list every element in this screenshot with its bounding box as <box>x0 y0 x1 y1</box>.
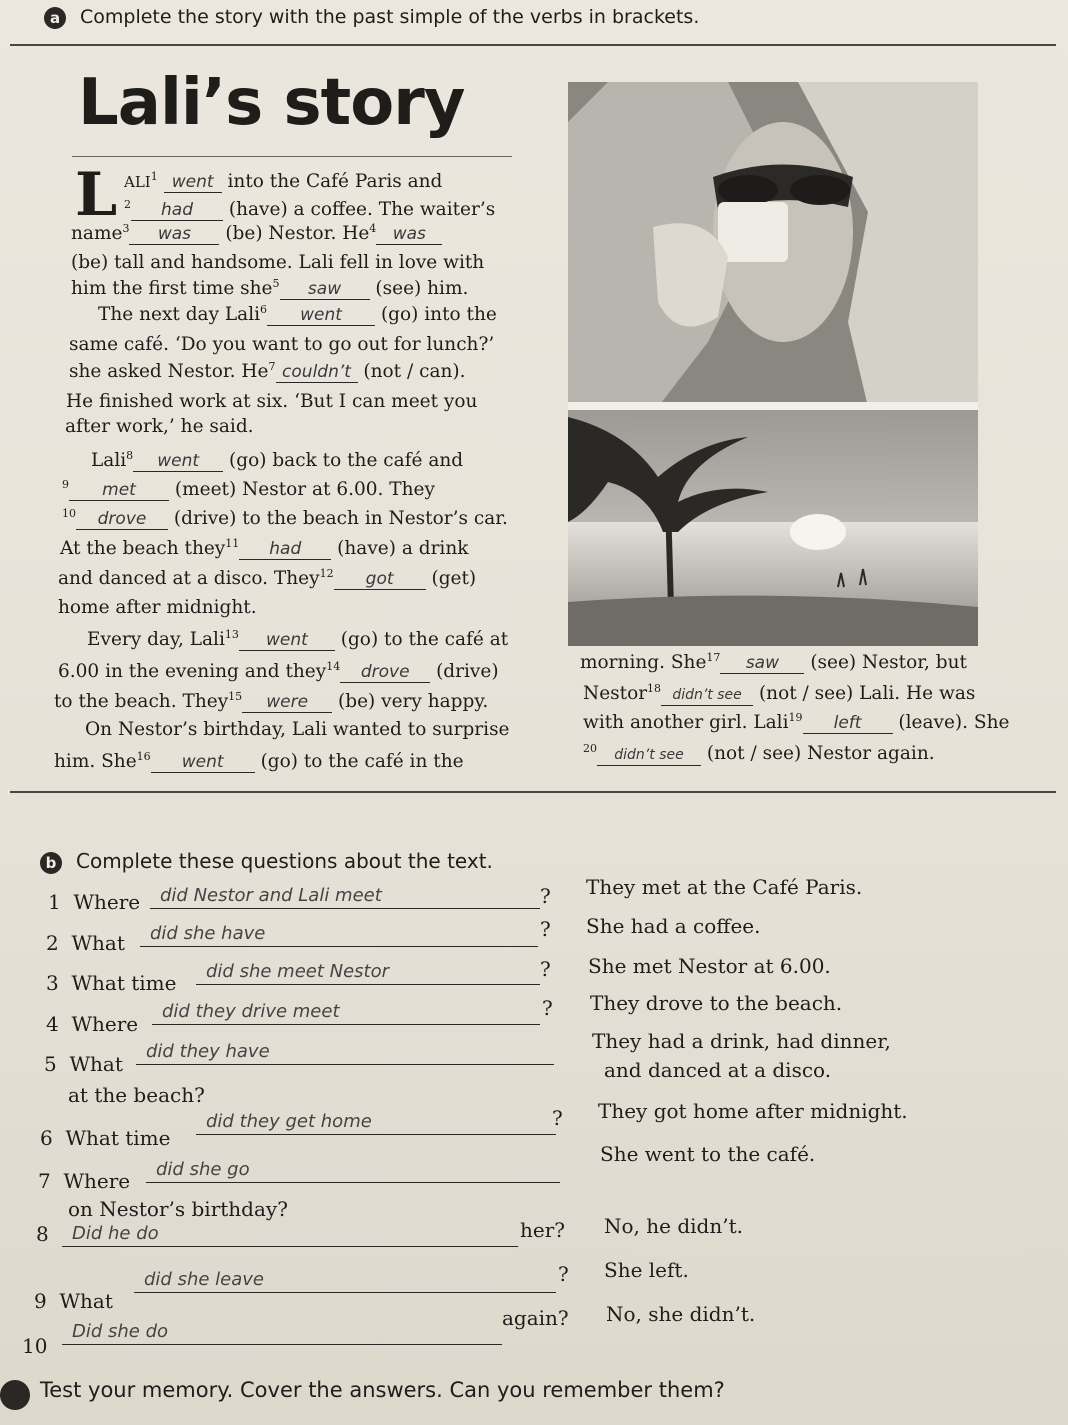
answer-blank-9[interactable]: met <box>69 480 169 501</box>
question-5-cont: at the beach? <box>68 1083 205 1107</box>
section-a-badge: a <box>44 7 66 29</box>
section-a-instruction: Complete the story with the past simple of the verbs in brackets. <box>80 6 700 28</box>
answer-blank-3[interactable]: was <box>129 224 219 245</box>
story-line-6: The next day Lali$^6$ went (go) into the <box>98 303 497 326</box>
question-6-answer[interactable]: did they get home <box>196 1110 556 1135</box>
question-10: 10 <box>22 1334 48 1358</box>
question-7-reply: She went to the café. <box>600 1142 816 1166</box>
answer-blank-19[interactable]: left <box>803 713 893 734</box>
answer-blank-17[interactable]: saw <box>720 653 804 674</box>
answer-blank-1[interactable]: went <box>164 172 222 193</box>
story-line-20: On Nestor’s birthday, Lali wanted to surprise <box>85 719 510 740</box>
story-title: Lali’s story <box>78 66 465 140</box>
answer-blank-5[interactable]: saw <box>280 279 370 300</box>
question-6: 6 What time <box>40 1126 171 1150</box>
story-line-4: (be) tall and handsome. Lali fell in love with <box>71 252 485 273</box>
title-underline <box>72 156 512 157</box>
story-line-16: home after midnight. <box>58 597 257 618</box>
question-4: 4 Where <box>46 1012 139 1036</box>
worksheet-page: a Complete the story with the past simple of the verbs in brackets. Lali’s story L ALI$^1$ went into the Café Paris and $^2$ had (have) a coffee. The waiter’s name$^3$ was (be) Nestor. He$^4$ was (be) tall and handsome. Lali fell in love with him the first time she$^5$ saw (see) him. The next day Lali$^6$ went (go) into the same café. ‘Do you want to go out for lunch?’ she asked Nestor. He$^7$ couldn’t (not / can). He finished work at six. ‘But I can meet you after work,’ he said. Lali$^8$ went (go) back to the café and $^9$ met (meet) Nestor at 6.00. They $^{10}$ drove (drive) to the beach in Nestor’s car. At the beach they$^{11}$ had (have) a drink and danced at a disco. They$^{12}$ got (get) home after midnight. Every day, Lali$^{13}$ went (go) to the café at 6.00 in the evening and they$^{14}$ drove (drive) to the beach. They$^{15}$ were (be) very happy. On Nestor’s birthday, Lali wanted to surprise him. She$^{16}$ went (go) to the café in the morning. She$^{17}$ saw (see) Nestor, but Nestor$^{18}$ didn’t see (not / see) Lali. He was with another girl. Lali$^{19}$ left (leave). She $^{20}$ didn’t see (not / see) Nestor again. b Complete these questions about the text. 1 Where did Nestor and Lali meet ? They met at the Café Paris. 2 What did she have ? She had a coffee. 3 What time did she meet Nestor ? She met Nestor at 6.00. 4 Where did they drive meet ? They drove to the beach. 5 What did they have They had a drink, had dinner, and danced at a disco. at the beach? 6 What time did they get home ? They got home after midnight. 7 Where did she go She went to the café. on Nestor’s birthday? 8 Did he do her? No, he didn’t. 9 What did she leave ? She left. 10 Did she do again? No, she didn’t. Test your memory. Cover the answers. Can you remember them? <box>0 0 1068 1425</box>
story-line-19: to the beach. They$^{15}$ were (be) very happy. <box>54 690 489 713</box>
story-line-5: him the first time she$^5$ saw (see) him. <box>71 277 469 300</box>
question-6-reply: They got home after midnight. <box>598 1099 908 1123</box>
question-3: 3 What time <box>46 971 177 995</box>
story-right-line-19: with another girl. Lali$^{19}$ left (leave). She <box>583 711 1010 734</box>
story-line-14: At the beach they$^{11}$ had (have) a drink <box>60 537 469 560</box>
question-2-reply: She had a coffee. <box>586 914 761 938</box>
answer-blank-18[interactable]: didn’t see <box>661 685 753 706</box>
story-right-line-18: Nestor$^{18}$ didn’t see (not / see) Lali. He was <box>583 682 976 705</box>
question-7-answer[interactable]: did she go <box>146 1158 560 1183</box>
section-b-instruction: Complete these questions about the text. <box>76 849 493 873</box>
story-line-2: $^2$ had (have) a coffee. The waiter’s <box>124 198 496 221</box>
answer-blank-8[interactable]: went <box>133 451 223 472</box>
section-b-badge: b <box>40 852 62 874</box>
answer-blank-20[interactable]: didn’t see <box>597 745 701 766</box>
answer-blank-2[interactable]: had <box>131 200 223 221</box>
answer-blank-16[interactable]: went <box>151 752 255 773</box>
question-1-reply: They met at the Café Paris. <box>586 875 863 899</box>
question-5-answer[interactable]: did they have <box>136 1040 554 1065</box>
question-10-answer[interactable]: Did she do <box>62 1320 502 1345</box>
question-3-reply: She met Nestor at 6.00. <box>588 954 831 978</box>
question-5-reply-cont: and danced at a disco. <box>604 1058 832 1082</box>
question-2-answer[interactable]: did she have <box>140 922 538 947</box>
story-line-10: after work,’ he said. <box>65 416 254 437</box>
question-4-answer[interactable]: did they drive meet <box>152 1000 540 1025</box>
question-9: 9 What <box>34 1289 113 1313</box>
section-c-instruction: Test your memory. Cover the answers. Can you remember them? <box>40 1378 725 1402</box>
question-10-reply: No, she didn’t. <box>606 1302 756 1326</box>
story-right-line-20: $^{20}$ didn’t see (not / see) Nestor again. <box>583 742 935 765</box>
story-line-12: $^9$ met (meet) Nestor at 6.00. They <box>62 478 435 501</box>
answer-blank-6[interactable]: went <box>267 305 375 326</box>
story-line-11: Lali$^8$ went (go) back to the café and <box>91 449 464 472</box>
drop-cap: L <box>75 160 118 230</box>
question-7-cont: on Nestor’s birthday? <box>68 1197 288 1221</box>
story-right-line-17: morning. She$^{17}$ saw (see) Nestor, but <box>580 651 967 674</box>
section-c-badge <box>0 1380 30 1410</box>
question-3-answer[interactable]: did she meet Nestor <box>196 960 540 985</box>
question-8-reply: No, he didn’t. <box>604 1214 743 1238</box>
answer-blank-10[interactable]: drove <box>76 509 168 530</box>
question-5-reply: They had a drink, had dinner, <box>592 1029 891 1053</box>
story-line-8: she asked Nestor. He$^7$ couldn’t (not / can). <box>69 360 466 383</box>
question-7: 7 Where <box>38 1169 131 1193</box>
story-line-3: name$^3$ was (be) Nestor. He$^4$ was <box>71 222 442 245</box>
question-8-answer[interactable]: Did he do <box>62 1222 518 1247</box>
question-1-answer[interactable]: did Nestor and Lali meet <box>150 884 540 909</box>
story-line-21: him. She$^{16}$ went (go) to the café in the <box>54 750 464 773</box>
question-9-reply: She left. <box>604 1258 689 1282</box>
story-line-1: ALI$^1$ went into the Café Paris and <box>124 170 443 193</box>
story-line-17: Every day, Lali$^{13}$ went (go) to the café at <box>87 628 509 651</box>
answer-blank-15[interactable]: were <box>242 692 332 713</box>
story-line-15: and danced at a disco. They$^{12}$ got (get) <box>58 567 477 590</box>
answer-blank-13[interactable]: went <box>239 630 335 651</box>
answer-blank-7[interactable]: couldn’t <box>276 362 358 383</box>
story-line-13: $^{10}$ drove (drive) to the beach in Nestor’s car. <box>62 507 508 530</box>
question-8: 8 <box>36 1222 49 1246</box>
question-2: 2 What <box>46 931 125 955</box>
answer-blank-4[interactable]: was <box>376 224 442 245</box>
story-line-18: 6.00 in the evening and they$^{14}$ drove (drive) <box>58 660 499 683</box>
question-9-answer[interactable]: did she leave <box>134 1268 556 1293</box>
question-4-reply: They drove to the beach. <box>590 991 843 1015</box>
question-5: 5 What <box>44 1052 123 1076</box>
answer-blank-12[interactable]: got <box>334 569 426 590</box>
question-1: 1 Where <box>48 890 141 914</box>
story-photo <box>568 82 978 646</box>
story-line-9: He finished work at six. ‘But I can meet you <box>66 391 478 412</box>
answer-blank-14[interactable]: drove <box>340 662 430 683</box>
answer-blank-11[interactable]: had <box>239 539 331 560</box>
photo-image <box>568 82 978 646</box>
story-line-7: same café. ‘Do you want to go out for lunch?’ <box>69 334 495 355</box>
